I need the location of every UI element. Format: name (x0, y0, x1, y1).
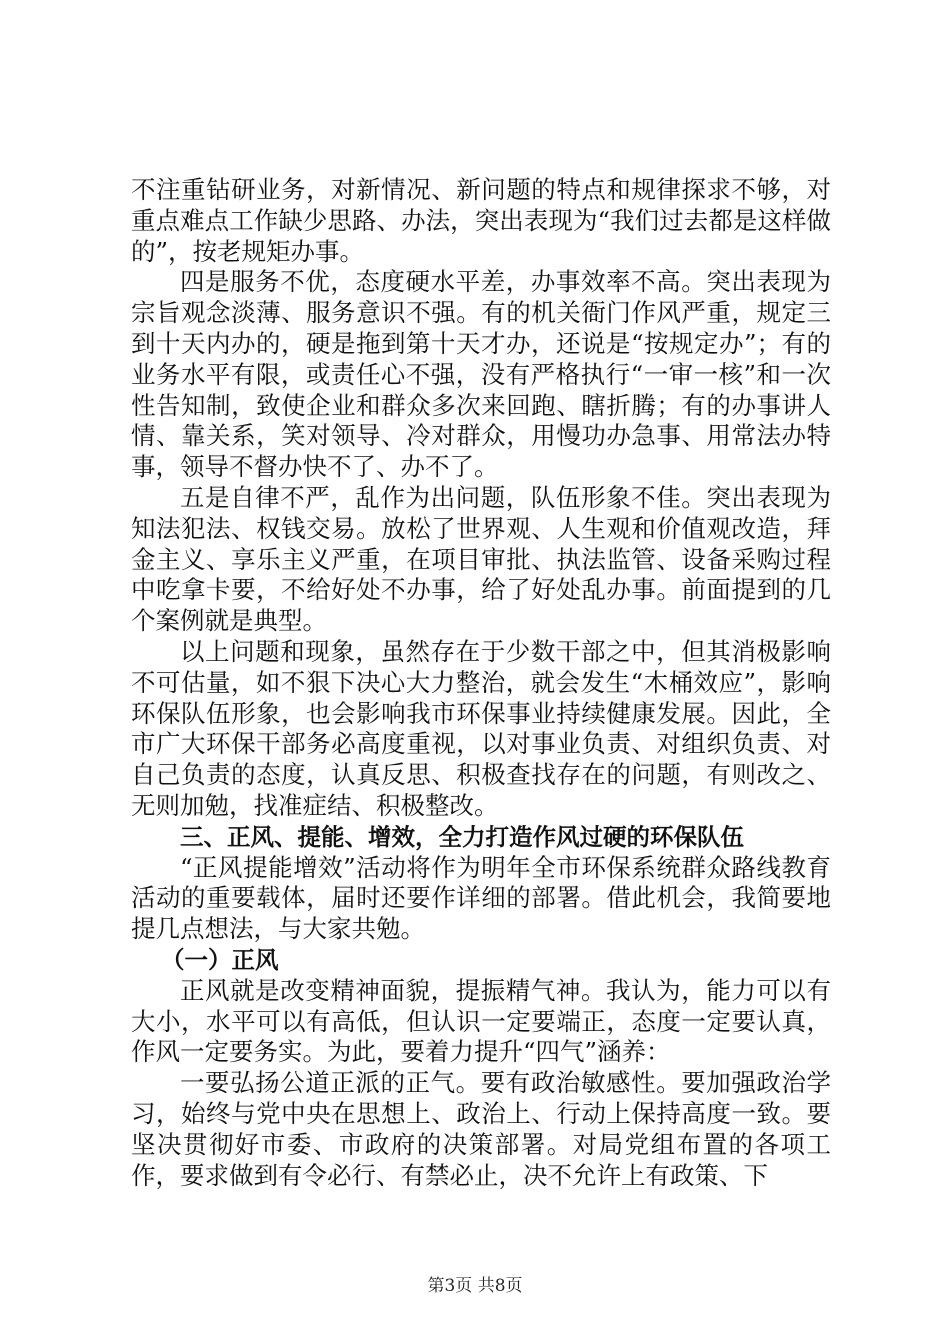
paragraph-summary: 以上问题和现象，虽然存在于少数干部之中，但其消极影响不可估量，如不狠下决心大力整治，就会发生“木桶效应”，影响环保队伍形象，也会影响我市环保事业持续健康发展。因此，全市广大环保干部务必高度重视，以对事业负责、对组织负责、对自己负责的态度，认真反思、积极查找存在的问题，有则改之、无则加勉，找准症结、积极整改。 (131, 636, 831, 820)
paragraph-first-point: 一要弘扬公道正派的正气。要有政治敏感性。要加强政治学习，始终与党中央在思想上、政治上、行动上保持高度一致。要坚决贯彻好市委、市政府的决策部署。对局党组布置的各项工作，要求做到有令必行、有禁必止，决不允许上有政策、下 (131, 1068, 831, 1190)
paragraph-zhengfeng: 正风就是改变精神面貌，提振精气神。我认为，能力可以有大小，水平可以有高低，但认识一定要端正，态度一定要认真，作风一定要务实。为此，要着力提升“四气”涵养： (131, 975, 831, 1067)
section-heading-three: 三、正风、提能、增效，全力打造作风过硬的环保队伍 (180, 822, 744, 851)
paragraph-four-service: 四是服务不优，态度硬水平差，办事效率不高。突出表现为宗旨观念淡薄、服务意识不强。有的机关衙门作风严重，规定三到十天内办的，硬是拖到第十天才办，还说是“按规定办”；有的业务水平有限，或责任心不强，没有严格执行“一审一核”和一次性告知制，致使企业和群众多次来回跑、瞎折腾；有的办事讲人情、靠关系，笑对领导、冷对群众，用慢功办急事、用常法办特事，领导不督办快不了、办不了。 (131, 267, 831, 482)
paragraph-continuation: 不注重钻研业务，对新情况、新问题的特点和规律探求不够，对重点难点工作缺少思路、办法，突出表现为“我们过去都是这样做的”，按老规矩办事。 (131, 175, 831, 266)
document-body (131, 175, 831, 1191)
paragraph-five-discipline: 五是自律不严，乱作为出问题，队伍形象不佳。突出表现为知法犯法、权钱交易。放松了世界观、人生观和价值观改造，拜金主义、享乐主义严重，在项目审批、执法监管、设备采购过程中吃拿卡要，不给好处不办事，给了好处乱办事。前面提到的几个案例就是典型。 (131, 482, 831, 636)
subsection-heading-one: （一）正风 (161, 945, 279, 974)
page-footer: 第3页 共8页 (427, 1276, 523, 1296)
paragraph-activity-intro: “正风提能增效”活动将作为明年全市环保系统群众路线教育活动的重要载体，届时还要作详细的部署。借此机会，我简要地提几点想法，与大家共勉。 (131, 852, 831, 944)
